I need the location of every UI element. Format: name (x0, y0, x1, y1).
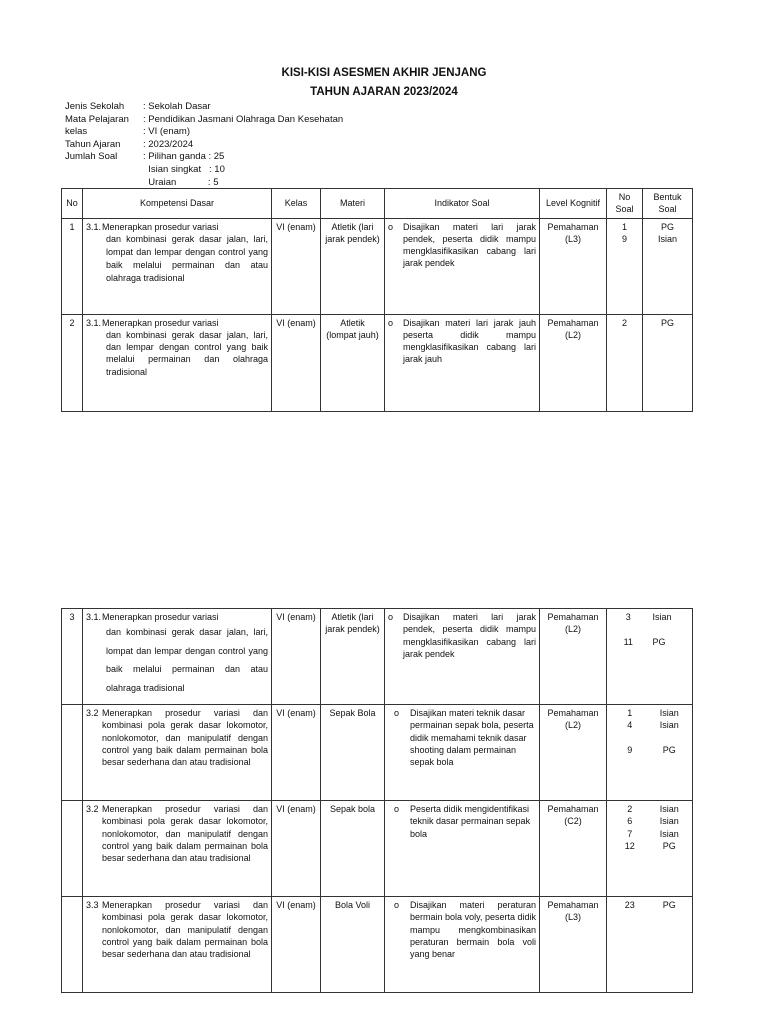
cell-indikator (385, 609, 540, 705)
cell-no (62, 705, 83, 801)
kd-number: 3.3 (86, 900, 99, 910)
cell-level-kognitif: Pemahaman (C2) (540, 801, 607, 897)
kd-text: Menerapkan prosedur variasi (102, 612, 219, 622)
cell-no-soal: 1 9 (607, 218, 643, 314)
cell-soal (607, 705, 693, 801)
no-soal: 23 (624, 900, 635, 910)
info-row (65, 139, 343, 152)
no-soal: 3 11 (623, 612, 633, 647)
cell-soal (607, 609, 693, 705)
cell-no: 1 (62, 218, 83, 314)
header-materi: Materi (321, 189, 385, 219)
header-kelas: Kelas (272, 189, 321, 219)
cell-materi: Sepak Bola (321, 705, 385, 801)
table-row (62, 218, 693, 314)
info-label: Tahun Ajaran (65, 138, 121, 150)
kd-text: Menerapkan prosedur variasi (102, 317, 219, 328)
cell-indikator (385, 705, 540, 801)
cell-level-kognitif: Pemahaman (L2) (540, 314, 607, 411)
kd-text: Menerapkan prosedur variasi dan kombinasi pola gerak dasar lokomotor, nonlokomotor, dan manipulatif dengan control yang baik dalam permainan bola besar sederhana dan atau tradisional (102, 708, 268, 768)
cell-kelas: VI (enam) (272, 314, 321, 411)
table-row (62, 801, 693, 897)
cell-kelas: VI (enam) (272, 609, 321, 705)
kd-number: 3.1. (86, 221, 102, 232)
info-row (65, 151, 343, 164)
kd-text: dan kombinasi gerak dasar jalan, lari, dan lempar dengan control yang baik melalui permainan dan olahraga tradisional (106, 329, 268, 377)
cell-materi: Bola Voli (321, 897, 385, 993)
indikator-text: Disajikan materi lari jarak jauh peserta didik mampu mengklasifikasikan cabang lari jarak jauh (403, 317, 536, 365)
cell-bentuk-soal: PG Isian (643, 218, 693, 314)
bullet-icon: o (388, 317, 394, 328)
table-row (62, 609, 693, 705)
cell-level-kognitif: Pemahaman (L3) (540, 897, 607, 993)
table-header-row (62, 189, 693, 219)
bentuk-soal: Isian Isian PG (659, 708, 679, 755)
info-row (65, 101, 343, 114)
cell-no-soal: 2 (607, 314, 643, 411)
kd-number: 3.1. (86, 612, 102, 622)
cell-kompetensi-dasar (83, 218, 272, 314)
header-kompetensi-dasar: Kompetensi Dasar (83, 189, 272, 219)
indikator-text: Disajikan materi peraturan bermain bola voly, peserta didik mampu mengkombinasikan peraturan bermain bola voli yang benar (410, 900, 536, 960)
cell-no: 3 (62, 609, 83, 705)
cell-level-kognitif: Pemahaman (L2) (540, 705, 607, 801)
cell-kompetensi-dasar (83, 609, 272, 705)
info-value: : Sekolah Dasar (143, 101, 211, 112)
cell-kelas: VI (enam) (272, 218, 321, 314)
info-label: Jumlah Soal (65, 151, 118, 163)
cell-materi: Sepak bola (321, 801, 385, 897)
bullet-icon: o (388, 612, 394, 622)
info-row (65, 114, 343, 127)
header-no: No (62, 189, 83, 219)
info-row (65, 126, 343, 139)
header-indikator: Indikator Soal (385, 189, 540, 219)
info-value: Uraian : 5 (143, 176, 219, 188)
info-value: : Pendidikan Jasmani Olahraga Dan Kesehatan (143, 113, 344, 125)
indikator-text: Peserta didik mengidentifikasi teknik dasar permainan sepak bola (410, 804, 531, 839)
bentuk-soal: PG (662, 900, 676, 910)
indikator-text: Disajikan materi lari jarak pendek, peserta didik mampu mengklasifikasikan cabang lari jarak pendek (403, 612, 536, 659)
cell-materi: Atletik (lompat jauh) (321, 314, 385, 411)
cell-no: 2 (62, 314, 83, 411)
cell-kompetensi-dasar (83, 314, 272, 411)
cell-indikator (385, 897, 540, 993)
cell-kelas: VI (enam) (272, 801, 321, 897)
bentuk-soal: Isian Isian Isian PG (659, 804, 679, 851)
cell-kompetensi-dasar (83, 705, 272, 801)
header-bentuk-soal: Bentuk Soal (643, 189, 693, 219)
document-subtitle: TAHUN AJARAN 2023/2024 (310, 86, 458, 98)
kd-number: 3.1. (86, 317, 102, 328)
kd-number: 3.2 (86, 804, 99, 814)
cell-kelas: VI (enam) (272, 705, 321, 801)
bentuk-soal: Isian PG (652, 612, 672, 647)
document-title: KISI-KISI ASESMEN AKHIR JENJANG (281, 67, 487, 79)
info-label: kelas (65, 126, 88, 138)
cell-level-kognitif: Pemahaman (L2) (540, 609, 607, 705)
cell-no (62, 897, 83, 993)
no-soal: 1 4 9 (627, 708, 633, 755)
bullet-icon: o (388, 221, 394, 232)
grid-table-page-1 (61, 188, 693, 412)
cell-kompetensi-dasar (83, 801, 272, 897)
cell-kompetensi-dasar (83, 897, 272, 993)
grid-table-page-2 (61, 608, 693, 993)
kd-number: 3.2 (86, 708, 99, 718)
cell-bentuk-soal: PG (643, 314, 693, 411)
info-value: : 2023/2024 (143, 138, 194, 150)
cell-materi: Atletik (lari jarak pendek) (321, 218, 385, 314)
table-row (62, 314, 693, 411)
kd-text: dan kombinasi gerak dasar jalan, lari, lompat dan lempar dengan control yang baik melalui permainan dan atau olahraga tradisional (106, 627, 268, 693)
cell-no (62, 801, 83, 897)
info-label: Mata Pelajaran (65, 113, 129, 125)
info-value: : Pilihan ganda : 25 (143, 151, 225, 163)
kd-text: Menerapkan prosedur variasi (102, 221, 219, 232)
kd-text: Menerapkan prosedur variasi dan kombinasi pola gerak dasar lokomotor, nonlokomotor, dan manipulatif dengan control yang baik dalam permainan bola besar sederhana dan atau tradisional (102, 804, 268, 864)
info-row (65, 164, 343, 177)
cell-kelas: VI (enam) (272, 897, 321, 993)
cell-indikator (385, 314, 540, 411)
info-value: : VI (enam) (143, 126, 190, 138)
indikator-text: Disajikan materi lari jarak pendek, peserta didik mampu mengklasifikasikan cabang lari jarak pendek (403, 221, 536, 269)
table-row (62, 705, 693, 801)
indikator-text: Disajikan materi teknik dasar permainan sepak bola, peserta didik memahami teknik dasar shooting dalam permainan sepak bola (410, 708, 534, 768)
kd-text: dan kombinasi gerak dasar jalan, lari, lompat dan lempar dengan control yang baik melalui permainan dan atau olahraga tradisional (106, 233, 268, 283)
bullet-icon: o (394, 708, 400, 718)
cell-indikator (385, 801, 540, 897)
cell-level-kognitif: Pemahaman (L3) (540, 218, 607, 314)
cell-soal (607, 801, 693, 897)
bullet-icon: o (394, 804, 400, 814)
header-level-kognitif: Level Kognitif (540, 189, 607, 219)
cell-soal (607, 897, 693, 993)
identity-block (65, 101, 343, 189)
info-label (65, 164, 143, 177)
no-soal: 2 6 7 12 (624, 804, 635, 851)
bullet-icon: o (394, 900, 400, 910)
header-no-soal: No Soal (607, 189, 643, 219)
cell-indikator (385, 218, 540, 314)
cell-materi: Atletik (lari jarak pendek) (321, 609, 385, 705)
info-label: Jenis Sekolah (65, 101, 125, 112)
info-value: Isian singkat : 10 (143, 163, 225, 175)
kd-text: Menerapkan prosedur variasi dan kombinasi pola gerak dasar lokomotor, nonlokomotor, dan manipulatif dengan control yang baik dalam permainan bola besar sederhana dan atau tradisional (102, 900, 268, 960)
table-row (62, 897, 693, 993)
